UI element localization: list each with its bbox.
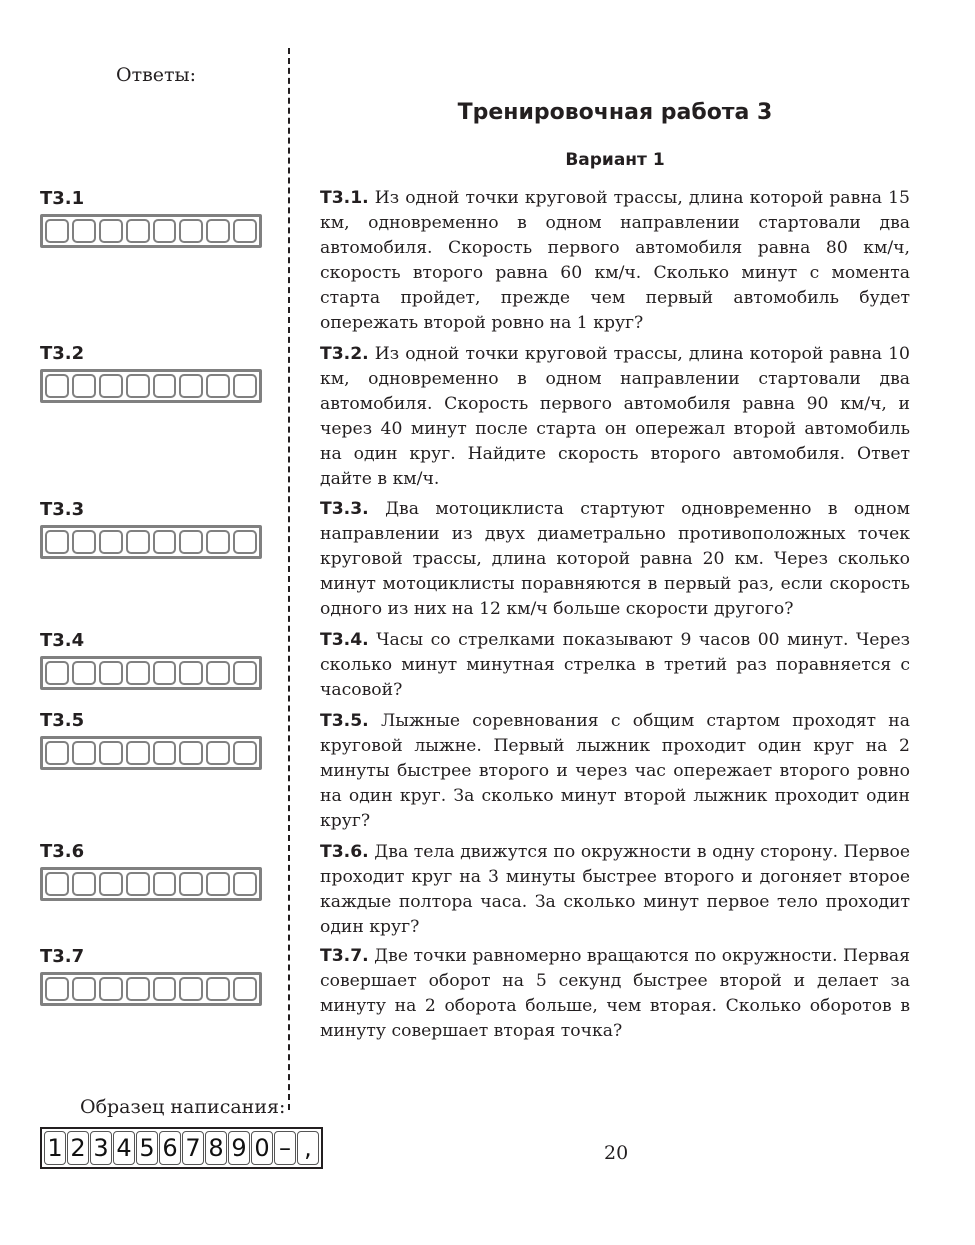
answer-cell[interactable] xyxy=(153,530,177,554)
problem-text: Лыжные соревнования с общим стартом проходят на круговой лыжне. Первый лыжник проходит один круг на 2 минуты быстрее второго и через час опережает второго ровно на один круг. За сколько минут второй лыжник проходит один круг? xyxy=(320,711,910,831)
answer-cells[interactable] xyxy=(40,736,262,770)
answer-block-1 xyxy=(40,189,262,248)
answer-cell[interactable] xyxy=(72,872,96,896)
sample-char: 7 xyxy=(182,1131,204,1165)
variant-subtitle: Вариант 1 xyxy=(565,150,665,170)
problem-id: Т3.6. xyxy=(320,842,369,862)
answer-cell[interactable] xyxy=(206,374,230,398)
answer-cell[interactable] xyxy=(45,977,69,1001)
problem-6 xyxy=(320,840,910,940)
sample-char: 5 xyxy=(136,1131,158,1165)
answer-cell[interactable] xyxy=(233,661,257,685)
problem-id: Т3.1. xyxy=(320,188,369,208)
page-title: Тренировочная работа 3 xyxy=(457,100,773,125)
problem-id: Т3.3. xyxy=(320,499,369,519)
answer-cells[interactable] xyxy=(40,867,262,901)
problem-1 xyxy=(320,186,910,336)
answer-cell[interactable] xyxy=(45,741,69,765)
answer-cell[interactable] xyxy=(45,219,69,243)
problem-2 xyxy=(320,342,910,492)
sample-char: 6 xyxy=(159,1131,181,1165)
answer-cell[interactable] xyxy=(153,661,177,685)
answer-cell[interactable] xyxy=(179,977,203,1001)
answer-cell[interactable] xyxy=(72,219,96,243)
answer-cell[interactable] xyxy=(206,977,230,1001)
answer-cell[interactable] xyxy=(72,741,96,765)
sample-char: 8 xyxy=(205,1131,227,1165)
answer-cell[interactable] xyxy=(126,374,150,398)
answers-heading: Ответы: xyxy=(116,64,197,86)
answer-cell[interactable] xyxy=(153,977,177,1001)
problem-5 xyxy=(320,709,910,834)
sample-char: 9 xyxy=(228,1131,250,1165)
answer-cell[interactable] xyxy=(179,872,203,896)
answer-label: Т3.4 xyxy=(40,630,85,651)
answer-cell[interactable] xyxy=(126,219,150,243)
answer-cell[interactable] xyxy=(99,219,123,243)
answer-cell[interactable] xyxy=(99,741,123,765)
answer-cell[interactable] xyxy=(126,977,150,1001)
answer-cell[interactable] xyxy=(99,374,123,398)
answer-cell[interactable] xyxy=(179,661,203,685)
writing-sample-label: Образец написания: xyxy=(80,1096,286,1118)
sample-char: 4 xyxy=(113,1131,135,1165)
answer-cell[interactable] xyxy=(233,872,257,896)
answer-block-2 xyxy=(40,344,262,403)
answer-label: Т3.3 xyxy=(40,499,85,520)
sample-char: 3 xyxy=(90,1131,112,1165)
answer-cells[interactable] xyxy=(40,656,262,690)
answer-cell[interactable] xyxy=(72,977,96,1001)
answer-cell[interactable] xyxy=(179,741,203,765)
problem-4 xyxy=(320,628,910,703)
writing-sample-strip xyxy=(40,1127,323,1169)
answer-cell[interactable] xyxy=(99,661,123,685)
answer-block-3 xyxy=(40,500,262,559)
sample-char: , xyxy=(297,1131,319,1165)
problem-text: Из одной точки круговой трассы, длина которой равна 15 км, одновременно в одном направлении стартовали два автомобиля. Скорость первого автомобиля равна 80 км/ч, скорость второго равна 60 км/ч. Сколько минут с момента старта пройдет, прежде чем первый автомобиль будет опережать второй ровно на 1 круг? xyxy=(320,188,910,333)
problem-text: Из одной точки круговой трассы, длина которой равна 10 км, одновременно в одном направлении стартовали два автомобиля. Скорость первого автомобиля равна 90 км/ч, и через 40 минут после старта он опережал второй автомобиль на один круг. Найдите скорость второго автомобиля. Ответ дайте в км/ч. xyxy=(320,344,910,489)
problem-7 xyxy=(320,944,910,1044)
answer-cell[interactable] xyxy=(179,374,203,398)
cut-line-divider xyxy=(288,48,290,1110)
answer-cell[interactable] xyxy=(233,530,257,554)
answer-cell[interactable] xyxy=(179,530,203,554)
answer-label: Т3.5 xyxy=(40,710,85,731)
answer-cell[interactable] xyxy=(153,872,177,896)
sample-char: 2 xyxy=(67,1131,89,1165)
sample-char: 0 xyxy=(251,1131,273,1165)
problem-text: Две точки равномерно вращаются по окружности. Первая совершает оборот на 5 секунд быстрее второй и делает за минуту на 2 оборота больше, чем вторая. Сколько оборотов в минуту совершает вторая точка? xyxy=(320,946,910,1041)
answer-cell[interactable] xyxy=(72,661,96,685)
answer-cells[interactable] xyxy=(40,525,262,559)
answer-cell[interactable] xyxy=(45,872,69,896)
answer-cell[interactable] xyxy=(233,977,257,1001)
answer-block-5 xyxy=(40,711,262,770)
answer-cell[interactable] xyxy=(45,530,69,554)
answer-block-4 xyxy=(40,631,262,690)
answer-label: Т3.7 xyxy=(40,946,85,967)
answer-cell[interactable] xyxy=(233,741,257,765)
problem-id: Т3.2. xyxy=(320,344,369,364)
answer-cell[interactable] xyxy=(99,530,123,554)
problem-id: Т3.4. xyxy=(320,630,369,650)
answer-cell[interactable] xyxy=(99,977,123,1001)
problem-text: Два тела движутся по окружности в одну сторону. Первое проходит круг на 3 минуты быстрее второго и догоняет второе каждые полтора часа. За сколько минут первое тело проходит один круг? xyxy=(320,842,910,937)
answer-label: Т3.2 xyxy=(40,343,85,364)
answer-block-7 xyxy=(40,947,262,1006)
answer-cells[interactable] xyxy=(40,972,262,1006)
answer-cell[interactable] xyxy=(233,374,257,398)
answer-cell[interactable] xyxy=(126,872,150,896)
answer-cell[interactable] xyxy=(206,530,230,554)
answer-block-6 xyxy=(40,842,262,901)
answer-cell[interactable] xyxy=(206,741,230,765)
answer-cell[interactable] xyxy=(206,872,230,896)
answer-cells[interactable] xyxy=(40,369,262,403)
answer-cell[interactable] xyxy=(72,530,96,554)
answer-cell[interactable] xyxy=(206,219,230,243)
answer-cells[interactable] xyxy=(40,214,262,248)
problem-text: Два мотоциклиста стартуют одновременно в одном направлении из двух диаметрально противоположных точек круговой трассы, длина которой равна 20 км. Через сколько минут мотоциклисты поравняются в первый раз, если скорость одного из них на 12 км/ч больше скорости другого? xyxy=(320,499,911,619)
answer-cell[interactable] xyxy=(233,219,257,243)
page-number: 20 xyxy=(604,1142,629,1164)
answer-label: Т3.1 xyxy=(40,188,85,209)
answer-cell[interactable] xyxy=(72,374,96,398)
answer-cell[interactable] xyxy=(126,741,150,765)
answer-label: Т3.6 xyxy=(40,841,85,862)
problem-3 xyxy=(320,497,910,622)
answer-cell[interactable] xyxy=(126,661,150,685)
problem-id: Т3.7. xyxy=(320,946,369,966)
answer-cell[interactable] xyxy=(206,661,230,685)
problem-text: Часы со стрелками показывают 9 часов 00 минут. Через сколько минут минутная стрелка в третий раз поравняется с часовой? xyxy=(320,630,910,700)
answer-cell[interactable] xyxy=(45,661,69,685)
problem-id: Т3.5. xyxy=(320,711,369,731)
answer-cell[interactable] xyxy=(153,741,177,765)
sample-char: 1 xyxy=(44,1131,66,1165)
answer-cell[interactable] xyxy=(153,374,177,398)
sample-char: – xyxy=(274,1131,296,1165)
answer-cell[interactable] xyxy=(126,530,150,554)
answer-cell[interactable] xyxy=(99,872,123,896)
answer-cell[interactable] xyxy=(179,219,203,243)
answer-cell[interactable] xyxy=(153,219,177,243)
answer-cell[interactable] xyxy=(45,374,69,398)
